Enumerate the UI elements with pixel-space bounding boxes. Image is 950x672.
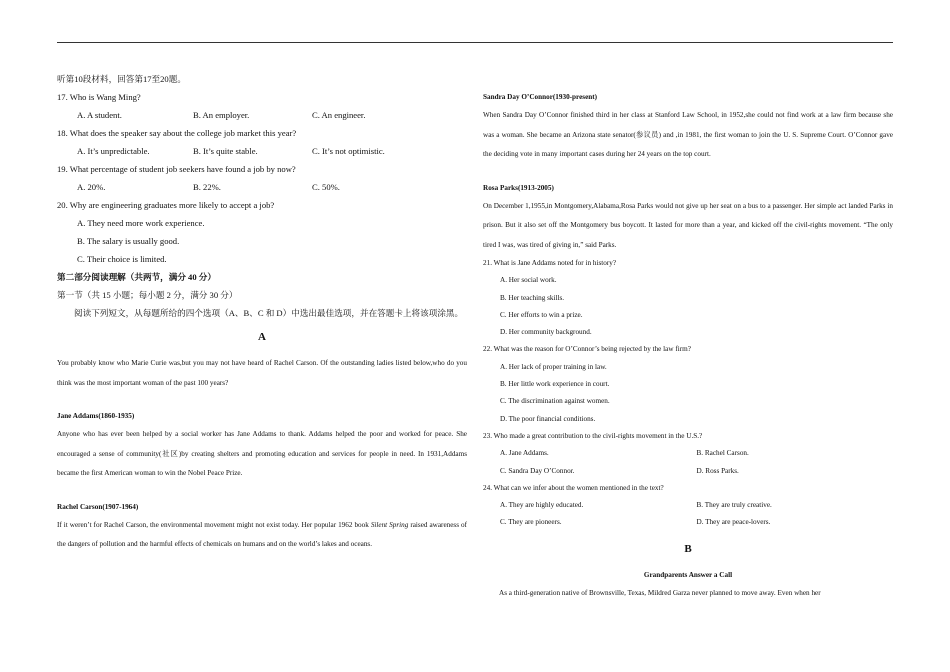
- passage-b-title: Grandparents Answer a Call: [643, 570, 733, 579]
- option-a: A. Her lack of proper training in law.: [500, 362, 607, 371]
- option-c: C. 50%.: [312, 182, 340, 192]
- carson-text-end: raised awareness of the dangers of pollution and the harmful effects of chemicals on humans and on the world’s lakes and oceans.: [57, 520, 467, 548]
- question-22: 22. What was the reason for O’Connor’s being rejected by the law firm?: [483, 345, 691, 354]
- question-23-options-row-2: [483, 463, 893, 480]
- question-20: 20. Why are engineering graduates more likely to accept a job?: [57, 200, 275, 210]
- option-d: D. Her community background.: [500, 328, 592, 337]
- option-b: B. They are truly creative.: [696, 501, 772, 510]
- section1-heading: 第一节（共 15 小题；每小题 2 分，满分 30 分）: [57, 290, 238, 300]
- option-b: B. 22%.: [193, 182, 221, 192]
- passage-b-label: B: [684, 542, 692, 555]
- question-19: 19. What percentage of student job seekers have found a job by now?: [57, 164, 296, 174]
- carson-title: Rachel Carson(1907-1964): [57, 502, 139, 511]
- parks-title: Rosa Parks(1913-2005): [483, 183, 554, 192]
- option-b: B. The salary is usually good.: [77, 236, 180, 246]
- listening-intro: 听第10段材料，回答第17至20题。: [57, 74, 186, 84]
- option-b: B. Rachel Carson.: [696, 449, 749, 458]
- addams-paragraph: Anyone who has ever been helped by a social worker has Jane Addams to thank. Addams helped the poor and worked for peace. She encouraged a sense of community(社区)by creating shelters and promoting education and services for people in need. In 1931,Addams became the first American woman to win the Nobel Peace Prize.: [57, 430, 467, 477]
- option-b: B. Her little work experience in court.: [500, 380, 610, 389]
- option-a: A. Jane Addams.: [500, 449, 549, 458]
- passage-b-paragraph: As a third-generation native of Brownsville, Texas, Mildred Garza never planned to move away. Even when her: [499, 588, 821, 597]
- parks-paragraph: On December 1,1955,in Montgomery,Alabama,Rosa Parks would not give up her seat on a bus to a passenger. Her simple act landed Parks in prison. But it also set off the Montgomery bus boycott. It lasted for more than a year, and kicked off the civil-rights movement. “The only tired I was, was tired of giving in,” said Parks.: [483, 201, 893, 249]
- option-a: A. They are highly educated.: [500, 501, 584, 510]
- question-17-options: [57, 106, 467, 124]
- question-24-options-row-1: [483, 497, 893, 514]
- question-23: 23. Who made a great contribution to the civil-rights movement in the U.S.?: [483, 431, 703, 440]
- option-b: B. Her teaching skills.: [500, 293, 565, 302]
- question-19-options: [57, 178, 467, 196]
- option-a: A. 20%.: [77, 182, 106, 192]
- reading-instructions: 阅读下列短文，从每题所给的四个选项（A、B、C 和 D）中选出最佳选项，并在答题卡上将该项涂黑。: [74, 308, 464, 318]
- carson-text-start: If it weren’t for Rachel Carson, the environmental movement might not exist today. Her popular 1962 book: [57, 520, 371, 529]
- option-c: C. Her efforts to win a prize.: [500, 310, 583, 319]
- option-c: C. Sandra Day O’Connor.: [500, 466, 575, 475]
- passage-a-label: A: [258, 331, 266, 343]
- oconnor-title: Sandra Day O’Connor(1930-present): [483, 93, 598, 101]
- question-17: 17. Who is Wang Ming?: [57, 92, 141, 102]
- right-column: [483, 88, 893, 603]
- question-18: 18. What does the speaker say about the college job market this year?: [57, 128, 297, 138]
- addams-title: Jane Addams(1860-1935): [57, 412, 135, 420]
- question-18-options: [57, 142, 467, 160]
- option-c: C. It’s not optimistic.: [312, 146, 385, 156]
- question-23-options-row-1: [483, 445, 893, 462]
- option-a: A. It’s unpredictable.: [77, 146, 150, 156]
- book-title: Silent Spring: [370, 520, 409, 529]
- option-a: A. Her social work.: [500, 276, 557, 285]
- carson-paragraph: [57, 516, 467, 555]
- passage-a-intro: You probably know who Marie Curie was,but you may not have heard of Rachel Carson. Of the outstanding ladies listed below,who do you think was the most important woman of the past 100 years?: [57, 359, 467, 387]
- question-21: 21. What is Jane Addams noted for in history?: [483, 259, 617, 267]
- option-b: B. An employer.: [193, 110, 250, 120]
- question-24: 24. What can we infer about the women mentioned in the text?: [483, 483, 664, 492]
- option-c: C. The discrimination against women.: [500, 397, 610, 406]
- part2-heading: 第二部分阅读理解（共两节，满分 40 分）: [57, 272, 216, 282]
- option-b: B. It’s quite stable.: [193, 146, 258, 156]
- option-d: D. They are peace-lovers.: [696, 518, 771, 527]
- question-24-options-row-2: [483, 514, 893, 531]
- option-d: D. Ross Parks.: [696, 466, 739, 475]
- option-a: A. They need more work experience.: [77, 218, 205, 228]
- option-c: C. Their choice is limited.: [77, 254, 167, 264]
- oconnor-paragraph: When Sandra Day O’Connor finished third in her class at Stanford Law School, in 1952,she could not find work at a law firm because she was a woman. She became an Arizona state senator(参议员) and ,in 1981, the first woman to join the U. S. Supreme Court. O’Connor gave the deciding vote in many important cases during her 24 years on the top court.: [483, 111, 893, 158]
- option-a: A. A student.: [77, 110, 122, 120]
- option-d: D. The poor financial conditions.: [500, 414, 596, 423]
- left-column: [57, 70, 467, 555]
- top-rule: [57, 42, 893, 43]
- option-c: C. An engineer.: [312, 110, 366, 120]
- option-c: C. They are pioneers.: [500, 518, 562, 527]
